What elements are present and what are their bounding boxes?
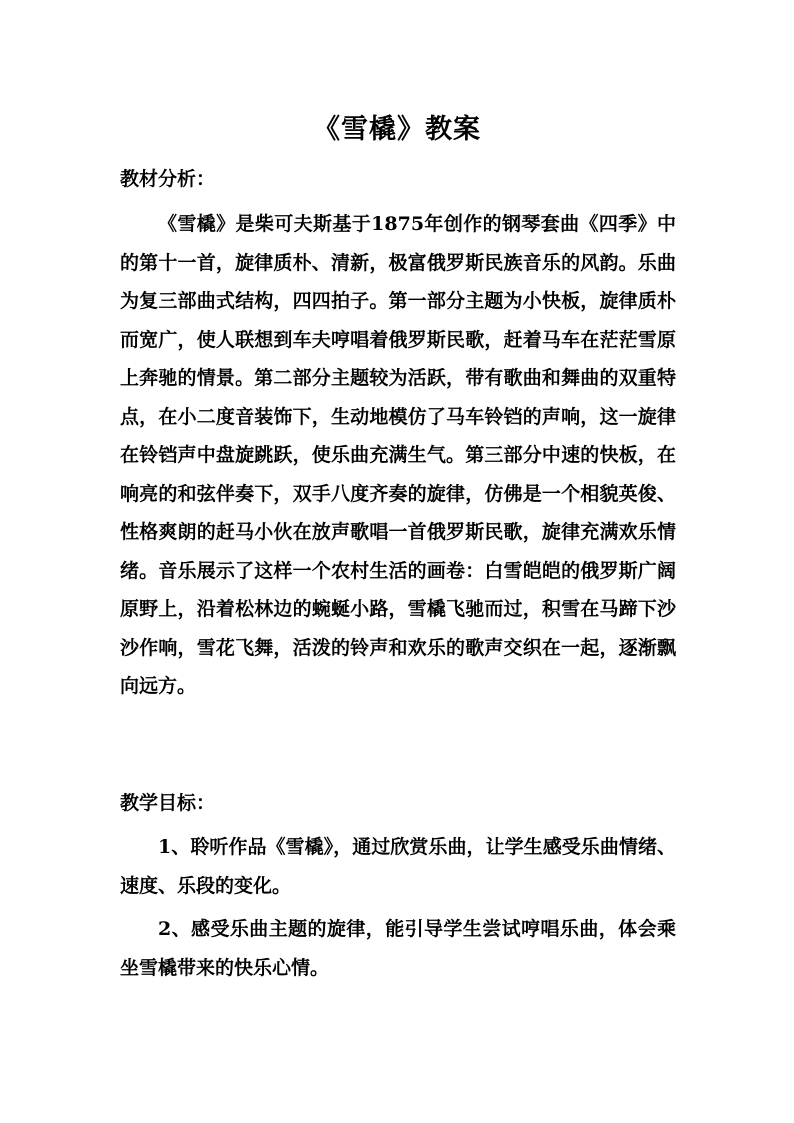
document-title: 《雪橇》教案 xyxy=(313,114,481,145)
goal-item-2: 2、感受乐曲主题的旋律，能引导学生尝试哼唱乐曲，体会乘坐雪橇带来的快乐心情。 xyxy=(120,918,676,979)
section-heading-analysis: 教材分析： xyxy=(120,168,216,190)
section-heading-goals: 教学目标： xyxy=(120,792,216,814)
analysis-paragraph: 《雪橇》是柴可夫斯基于1875年创作的钢琴套曲《四季》中的第十一首，旋律质朴、清新，极富俄罗斯民族音乐的风韵。乐曲为复三部曲式结构，四四拍子。第一部分主题为小快板，旋律质朴而宽广，使人联想到车夫哼唱着俄罗斯民歌，赶着马车在茫茫雪原上奔驰的情景。第二部分主题较为活跃，带有歌曲和舞曲的双重特点，在小二度音装饰下，生动地模仿了马车铃铛的声响，这一旋律在铃铛声中盘旋跳跃，使乐曲充满生气。第三部分中速的快板，在响亮的和弦伴奏下，双手八度齐奏的旋律，仿佛是一个相貌英俊、性格爽朗的赶马小伙在放声歌唱一首俄罗斯民歌，旋律充满欢乐情绪。音乐展示了这样一个农村生活的画卷：白雪皑皑的俄罗斯广阔原野上，沿着松林边的蜿蜒小路，雪橇飞驰而过，积雪在马蹄下沙沙作响，雪花飞舞，活泼的铃声和欢乐的歌声交织在一起，逐渐飘向远方。 xyxy=(120,213,676,697)
goal-item-1: 1、聆听作品《雪橇》，通过欣赏乐曲，让学生感受乐曲情绪、速度、乐段的变化。 xyxy=(120,836,676,897)
